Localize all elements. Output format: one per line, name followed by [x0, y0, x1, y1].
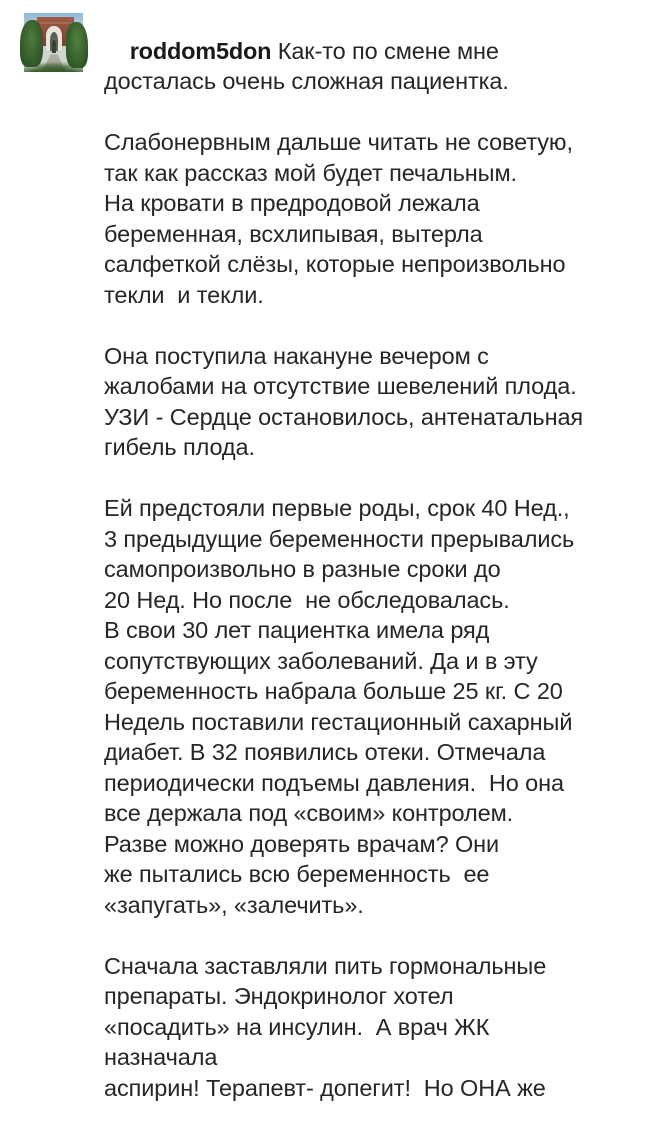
caption-line: салфеткой слёзы, которые непроизвольно: [104, 251, 566, 277]
avatar-shrubs: [24, 59, 83, 72]
caption-line: 3 предыдущие беременности прерывались: [104, 525, 575, 552]
caption-line: Недель поставили гестационный сахарный: [104, 708, 573, 735]
caption-line: препараты. Эндокринолог хотел: [104, 983, 454, 1009]
caption-line: 20 Нед. Но после не обследовалась.: [104, 586, 510, 613]
caption-line: «посадить» на инсулин. А врач ЖК: [104, 1013, 490, 1040]
username-link[interactable]: roddom5don: [129, 37, 272, 64]
caption-line: периодически подъемы давления. Но она: [104, 769, 565, 796]
caption-body: [104, 38, 583, 1101]
caption-line: назначала: [104, 1044, 218, 1070]
caption-line: беременность набрала больше 25 кг. С 20: [104, 678, 563, 704]
caption-text: [104, 5, 640, 1134]
caption-line: все держала под «своим» контролем.: [104, 800, 514, 826]
caption-line: Слабонервным дальше читать не советую,: [104, 129, 573, 155]
caption-line: так как рассказ мой будет печальным.: [104, 159, 517, 186]
avatar-monument: [52, 40, 56, 53]
caption-line: самопроизвольно в разные сроки до: [104, 556, 501, 582]
caption-line: же пытались всю беременность ее: [104, 861, 490, 887]
caption-line: аспирин! Терапевт- допегит! Но ОНА же: [104, 1074, 546, 1101]
caption-line: жалобами на отсутствие шевелений плода.: [104, 373, 577, 399]
caption-line: диабет. В 32 появились отеки. Отмечала: [104, 739, 546, 765]
caption-line: Она поступила накануне вечером с: [104, 342, 489, 369]
caption-line: В свои 30 лет пациентка имела ряд: [104, 617, 490, 643]
caption-line: досталась очень сложная пациентка.: [104, 68, 509, 94]
caption-line: Разве можно доверять врачам? Они: [104, 830, 500, 857]
caption-line: УЗИ - Сердце остановилось, антенатальная: [104, 403, 584, 430]
caption-line: текли и текли.: [104, 281, 264, 308]
caption-line: Как-то по смене мне: [277, 37, 499, 64]
caption-line: На кровати в предродовой лежала: [104, 190, 480, 216]
caption-line: беременная, всхлипывая, вытерла: [104, 220, 483, 247]
caption-line: «запугать», «залечить».: [104, 891, 364, 918]
avatar[interactable]: [24, 13, 83, 72]
caption-line: Ей предстояли первые роды, срок 40 Нед.,: [104, 495, 570, 521]
caption-line: сопутствующих заболеваний. Да и в эту: [104, 647, 538, 674]
avatar-photo: [24, 13, 83, 72]
caption-line: Сначала заставляли пить гормональные: [104, 952, 547, 979]
caption-line: гибель плода.: [104, 434, 255, 460]
